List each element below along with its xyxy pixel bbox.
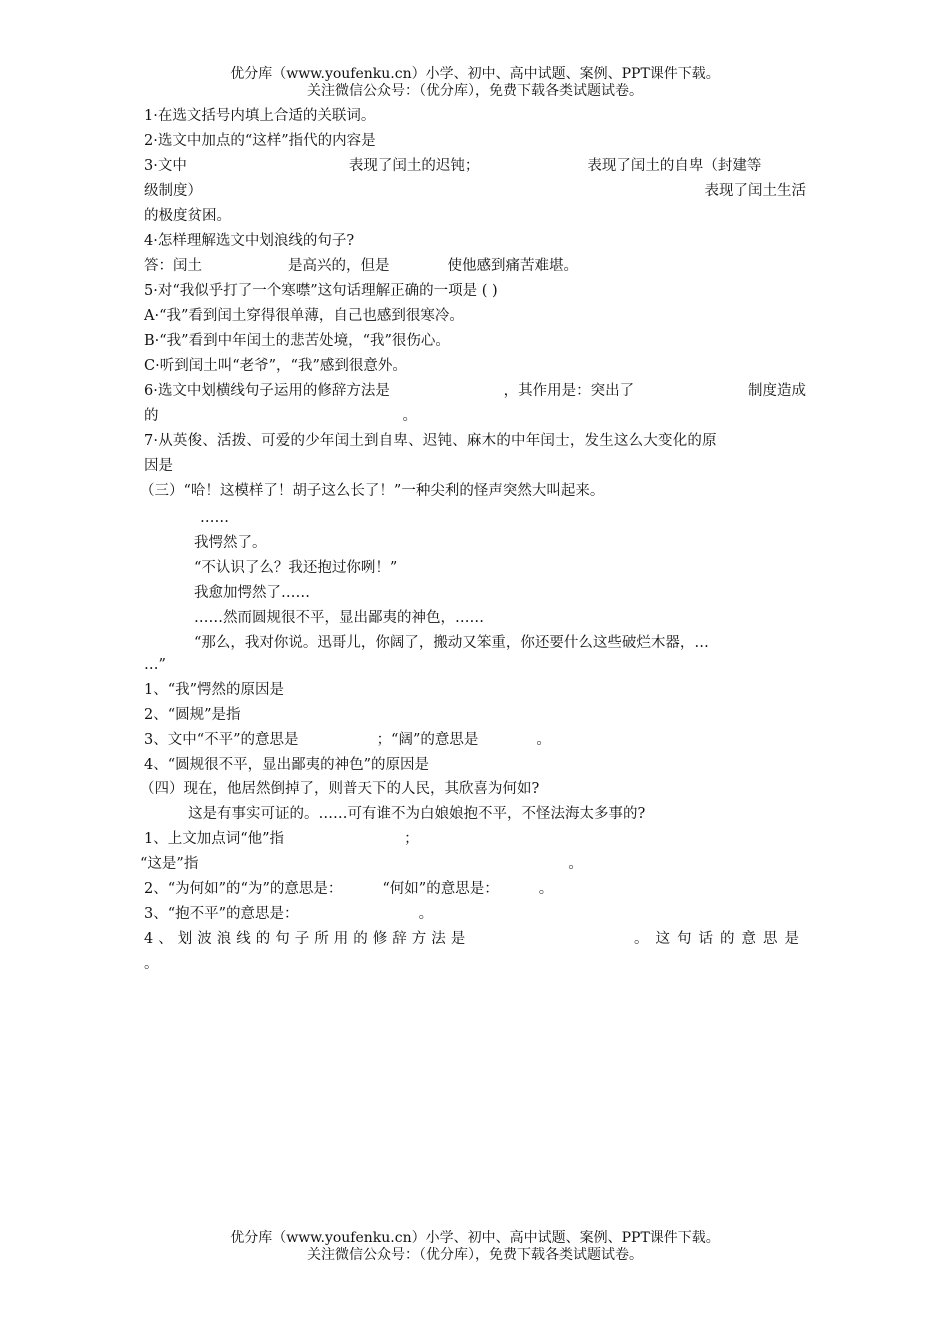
s4-q1-part-c: “这是”指 [140, 856, 199, 872]
header-line-2: 关注微信公众号：（优分库），免费下载各类试题试卷。 [307, 83, 643, 99]
s4-q3-part-a: 3、“抱不平”的意思是： [144, 906, 299, 922]
section-3-question-2: 2、“圆规”是指 [144, 707, 241, 723]
q6-part-e: 。 [402, 408, 417, 424]
section-4-question-4-line-1 [144, 929, 806, 949]
passage-3-line-2: 我愕然了。 [194, 535, 267, 551]
q3-part-c: 表现了闰土的自卑（封建等 [587, 158, 762, 174]
option-b: B·“我”看到中年闰土的悲苦处境，“我”很伤心。 [144, 333, 450, 349]
question-7-line-1: 7·从英俊、活拨、可爱的少年闰土到自卑、迟钝、麻木的中年闰士，发生这么大变化的原 [144, 433, 717, 449]
s4-q2-part-c: 。 [538, 881, 554, 897]
section-4-question-3 [144, 904, 806, 924]
question-3-line-1 [144, 156, 806, 176]
s4-q2-part-a: 2、“为何如”的“为”的意思是： [144, 881, 343, 897]
page-footer [0, 1230, 950, 1264]
s4-q4-part-a: 4、划波浪线的句子所用的修辞方法是 [144, 931, 471, 947]
question-4: 4·怎样理解选文中划浪线的句子? [144, 233, 355, 249]
question-7-line-2: 因是 [144, 458, 173, 474]
section-4-question-1-line-1 [144, 829, 806, 849]
passage-3-line-4: 我愈加愕然了…… [194, 585, 310, 601]
s4-q2-part-b: “何如”的意思是： [382, 881, 499, 897]
section-4-question-4-line-2: 。 [144, 956, 159, 972]
question-2: 2·选文中加点的“这样”指代的内容是 [144, 133, 376, 149]
section-4-intro: （四）现在，他居然倒掉了，则普天下的人民，其欣喜为何如? [140, 781, 540, 797]
section-4-question-1-line-2 [140, 854, 802, 874]
q4-answer-b: 是高兴的，但是 [288, 258, 390, 274]
q6-part-d: 的 [144, 408, 159, 424]
question-6-line-2 [144, 406, 806, 426]
question-3-line-2 [144, 181, 806, 201]
section-3-intro: （三）“哈！这模样了！胡子这么长了！”一种尖利的怪声突然大叫起来。 [140, 483, 605, 499]
question-6-line-1 [144, 381, 806, 401]
question-5: 5·对“我似乎打了一个寒噤”这句话理解正确的一项是 ( ) [144, 283, 498, 299]
section-3-question-1: 1、“我”愕然的原因是 [144, 682, 285, 698]
footer-line-1: 优分库（www.youfenku.cn）小学、初中、高中试题、案例、PPT课件下载。 [230, 1230, 720, 1246]
q3-part-d: 级制度） [144, 183, 202, 199]
s4-q1-part-a: 1、上文加点词“他”指 [144, 831, 285, 847]
q3-part-a: 3·文中 [144, 158, 187, 174]
passage-4-line-1: 这是有事实可证的。……可有谁不为白娘娘抱不平，不怪法海太多事的? [188, 806, 646, 822]
question-4-answer [144, 256, 806, 276]
q6-part-a: 6·选文中划横线句子运用的修辞方法是 [144, 383, 390, 399]
question-3-line-3: 的极度贫困。 [144, 208, 231, 224]
s4-q1-part-d: 。 [568, 856, 583, 872]
s4-q4-part-b: 。这句话的意思是 [634, 931, 806, 947]
s4-q1-part-b: ； [404, 831, 419, 847]
q4-answer-c: 使他感到痛苦难堪。 [447, 258, 578, 274]
question-1: 1·在选文括号内填上合适的关联词。 [144, 108, 376, 124]
section-3-question-4: 4、“圆规很不平，显出鄙夷的神色”的原因是 [144, 757, 430, 773]
section-4-question-2 [144, 879, 806, 899]
option-c: C·听到闰土叫“老爷”，“我”感到很意外。 [144, 358, 407, 374]
s4-q3-part-b: 。 [418, 906, 434, 922]
passage-3-line-3: “不认识了么？我还抱过你咧！” [194, 560, 398, 576]
page-header [0, 66, 950, 100]
s3-q3-part-a: 3、文中“不平”的意思是 [144, 732, 299, 748]
passage-3-line-5: ……然而圆规很不平，显出鄙夷的神色，…… [194, 610, 484, 626]
passage-3-line-7: …” [144, 657, 166, 673]
q6-part-b: ，其作用是：突出了 [503, 383, 635, 399]
q3-part-e: 表现了闰土生活 [704, 183, 806, 199]
option-a: A·“我”看到闰土穿得很单薄，自己也感到很寒冷。 [144, 308, 464, 324]
q4-answer-a: 答：闰土 [144, 258, 202, 274]
q3-part-b: 表现了闰土的迟钝； [348, 158, 480, 174]
footer-line-2: 关注微信公众号：（优分库），免费下载各类试题试卷。 [307, 1247, 643, 1263]
q6-part-c: 制度造成 [748, 383, 806, 399]
header-line-1: 优分库（www.youfenku.cn）小学、初中、高中试题、案例、PPT课件下载。 [230, 66, 720, 82]
passage-3-line-1: …… [200, 510, 229, 526]
section-3-question-3 [144, 730, 806, 750]
s3-q3-part-c: 。 [536, 732, 551, 748]
passage-3-line-6: “那么，我对你说。迅哥儿，你阔了，搬动又笨重，你还要什么这些破烂木器，… [194, 635, 709, 651]
s3-q3-part-b: ；“阔”的意思是 [376, 732, 479, 748]
